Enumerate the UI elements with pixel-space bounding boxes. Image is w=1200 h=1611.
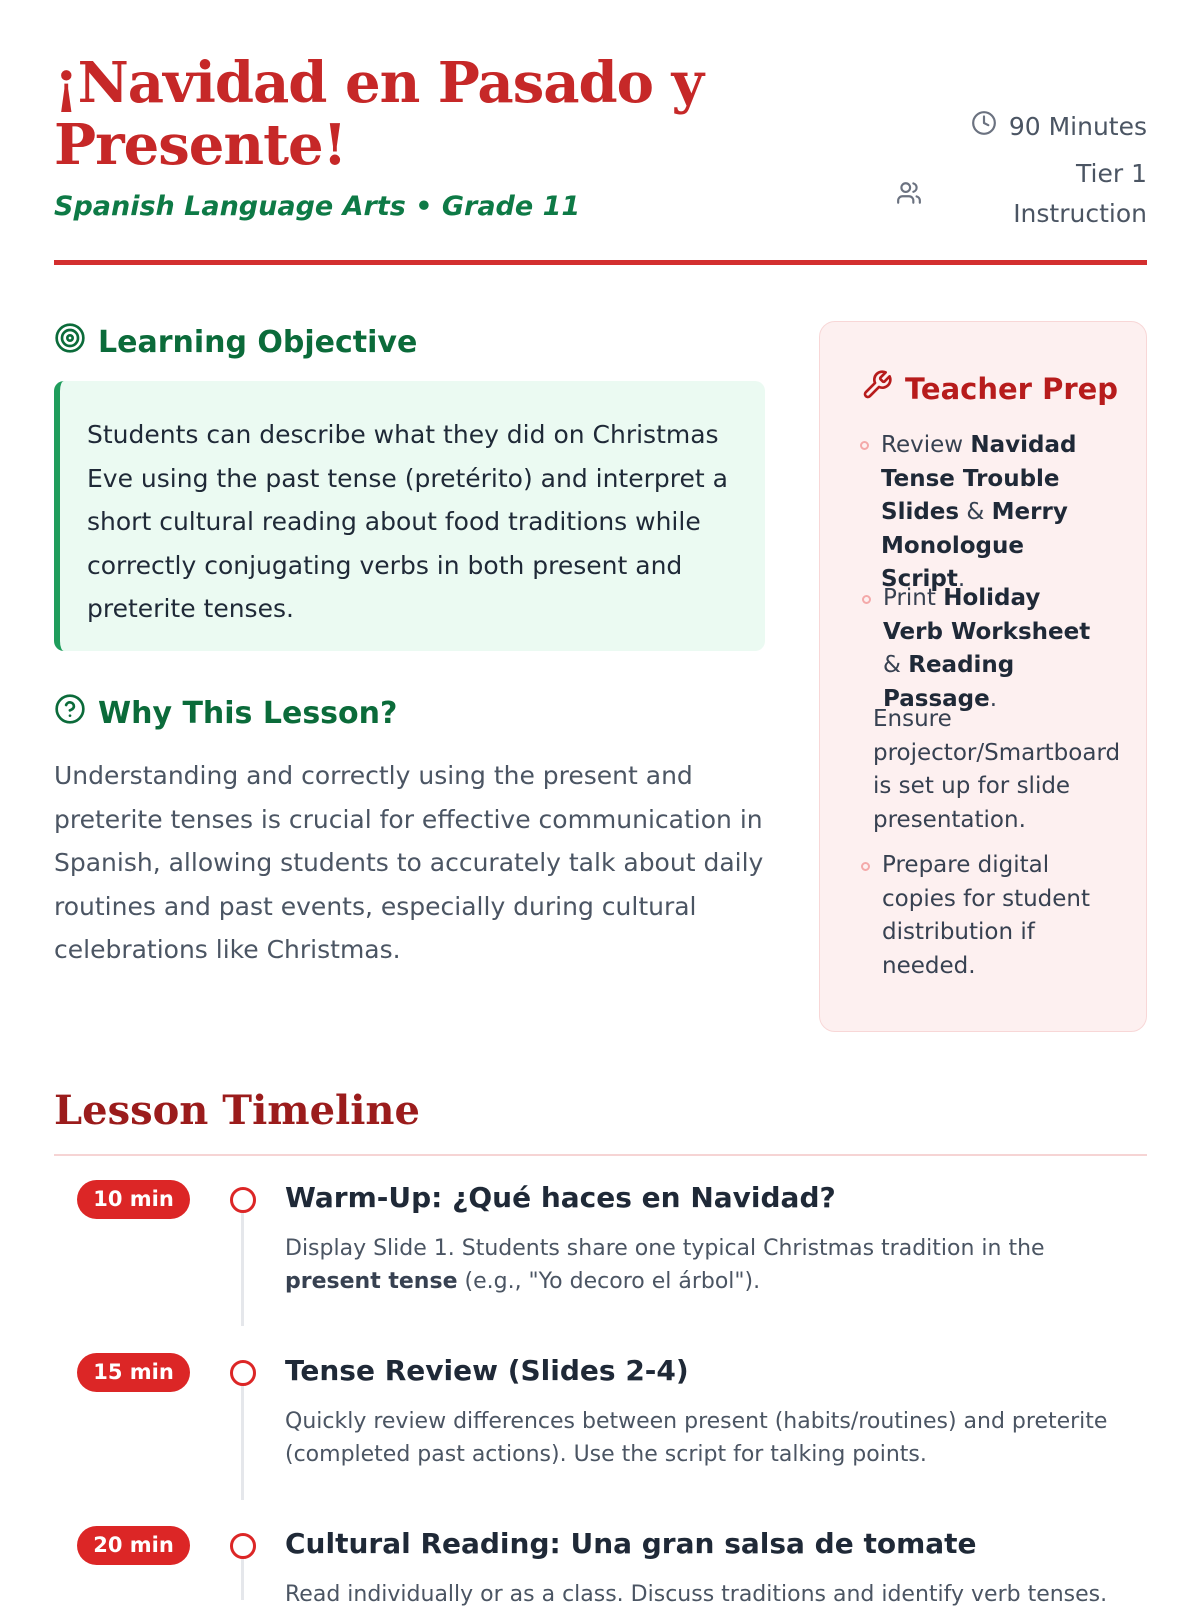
timeline-connector <box>241 1385 244 1500</box>
timeline-item-title: Tense Review (Slides 2-4) <box>285 1354 689 1387</box>
objective-box <box>54 381 765 651</box>
duration-text: 90 Minutes <box>1008 111 1147 141</box>
help-circle-icon <box>54 693 86 733</box>
tier-meta <box>896 154 1147 234</box>
wrench-icon <box>861 369 893 408</box>
clock-icon <box>971 110 997 142</box>
timeline-connector <box>241 1558 244 1600</box>
prep-item: Prepare digital copies for student distribution if needed. <box>882 852 1091 979</box>
timeline-item-desc: Read individually or as a class. Discuss traditions and identify verb tenses. <box>285 1582 1108 1607</box>
prep-item: Print Holiday Verb Worksheet & Reading Passage. <box>883 585 1091 712</box>
prep-heading <box>861 369 1118 408</box>
duration-badge: 20 min <box>77 1526 190 1565</box>
why-heading-text: Why This Lesson? <box>98 695 398 731</box>
timeline-item-title: Cultural Reading: Una gran salsa de tomate <box>285 1527 977 1560</box>
lesson-plan-page <box>54 0 1147 1607</box>
objective-heading-text: Learning Objective <box>98 324 418 360</box>
timeline-dot-icon <box>230 1360 256 1386</box>
prep-item: Ensure projector/Smartboard is set up for slide presentation. <box>873 706 1121 833</box>
timeline-dot-icon <box>230 1187 256 1213</box>
timeline-heading: Lesson Timeline <box>54 1087 420 1134</box>
page-title: ¡Navidad en Pasado y Presente! <box>54 50 704 178</box>
objective-text: Students can describe what they did on Christmas Eve using the past tense (pretérito) and interpret a short cultural reading about food traditions while correctly conjugating verbs in both present and preterite tenses. <box>87 420 728 623</box>
target-icon <box>54 322 86 362</box>
timeline-connector <box>241 1212 244 1326</box>
bullet-icon <box>860 441 869 450</box>
teacher-prep-card <box>819 321 1147 1032</box>
header-divider <box>54 260 1147 265</box>
bullet-icon <box>862 595 871 604</box>
timeline-divider <box>54 1154 1147 1156</box>
prep-heading-text: Teacher Prep <box>905 371 1119 406</box>
tier-text: Tier 1 Instruction <box>1013 159 1147 228</box>
objective-heading <box>54 322 417 362</box>
timeline-item-title: Warm-Up: ¿Qué haces en Navidad? <box>285 1181 836 1214</box>
timeline-item-desc: Display Slide 1. Students share one typical Christmas tradition in the present tense (e.g., "Yo decoro el árbol"). <box>285 1236 1045 1294</box>
why-text: Understanding and correctly using the present and preterite tenses is crucial for effective communication in Spanish, allowing students to accurately talk about daily routines and past events, especially during cultural celebrations like Christmas. <box>54 761 764 964</box>
duration-badge: 15 min <box>77 1353 190 1392</box>
duration-badge: 10 min <box>77 1180 190 1219</box>
timeline-dot-icon <box>230 1533 256 1559</box>
bullet-icon <box>861 862 870 871</box>
page-subtitle: Spanish Language Arts • Grade 11 <box>54 191 581 222</box>
timeline-item-desc: Quickly review differences between present (habits/routines) and preterite (completed past actions). Use the script for talking points. <box>285 1409 1108 1467</box>
users-icon <box>896 180 922 212</box>
duration-meta <box>971 110 1147 142</box>
prep-item: Review Navidad Tense Trouble Slides & Merry Monologue Script. <box>881 432 1077 592</box>
why-heading <box>54 693 397 733</box>
